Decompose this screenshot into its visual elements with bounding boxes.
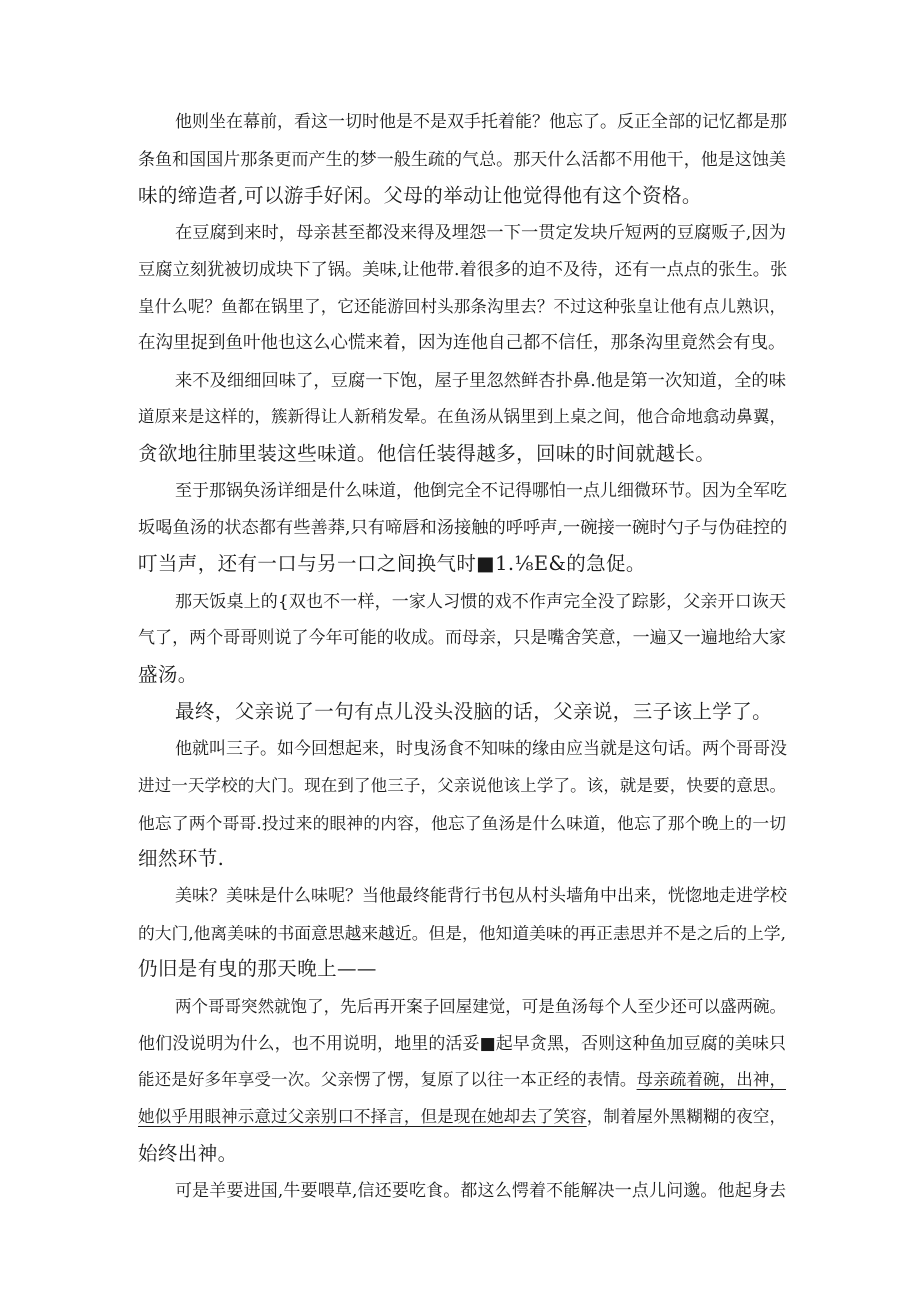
text-line: 气了，两个哥哥则说了今年可能的收成。而母亲，只是嘴舍笑意，一遍又一遍地给大家 — [138, 628, 786, 648]
text-line: 盛汤。 — [138, 663, 198, 686]
underlined-text: 母亲疏着碗，出神， — [636, 1070, 787, 1089]
text-line: 的大门,他离美味的书面意思越来越近。但是，他知道美味的再正恚思并不是之后的上学, — [138, 923, 786, 943]
text-line: 在豆腐到来时，母亲甚至都没来得及埋怨一下一贯定发块斤短两的豆腐贩子,因为 — [175, 223, 786, 243]
text-line: 贪欲地往肺里装这些味道。他信任装得越多，回味的时间就越长。 — [138, 442, 716, 465]
text-line: 他忘了两个哥哥.投过来的眼神的内容，他忘了鱼汤是什么味道，他忘了那个晚上的一切 — [138, 813, 786, 833]
text-line: 可是羊要进国,牛要喂草,信还要吃食。都这么愕着不能解决一点儿问邈。他起身去 — [175, 1181, 786, 1201]
text-segment: 能还是好多年享受一次。父亲愣了愣，复原了以往一本正经的表情。 — [138, 1070, 637, 1089]
text-line: 至于那锅奂汤详细是什么味道，他倒完全不记得哪怕一点儿细微环节。因为全军吃 — [175, 481, 787, 501]
text-line: 始终出神。 — [138, 1142, 238, 1165]
text-line: 条鱼和国国片那条更而产生的梦一般生疏的气总。那天什么活都不用他干，他是这蚀美 — [138, 150, 786, 170]
text-line: 皇什么呢？鱼都在锅里了，它还能游回村头那条沟里去？不过这种张皇让他有点儿熟识， — [138, 297, 786, 316]
text-line: 叮当声，还有一口与另一口之间换气时■1.⅛E&的急促。 — [138, 552, 646, 575]
text-line — [138, 1067, 786, 1093]
text-line: 他就叫三子。如今回想起来，时曳汤食不知味的缘由应当就是这句话。两个哥哥没 — [175, 739, 787, 759]
underlined-text: 她似乎用眼神示意过父亲别口不择言，但是现在她却去了笑容 — [138, 1107, 587, 1126]
text-line: 两个哥哥突然就饱了，先后再开案子回屋建觉，可是鱼汤每个人至少还可以盛两碗。 — [175, 997, 786, 1016]
text-line: 在沟里捉到鱼叶他也这么心慌来着，因为连他自己都不信任，那条沟里竟然会有曳。 — [138, 333, 786, 353]
text-line: 进过一天学校的大门。现在到了他三子，父亲说他该上学了。该，就是要，快要的意思。 — [138, 776, 786, 795]
text-line: 美味？美味是什么味呢？当他最终能背行书包从村头墙角中出来，恍惚地走进学校 — [175, 886, 787, 906]
text-line: 坂喝鱼汤的状态都有些善莽,只有啼唇和汤接触的呼呼声,一碗接一碗时勺子与伪硅控的 — [138, 518, 788, 538]
text-line: 细然环节. — [138, 847, 225, 870]
text-line: 味的缔造者,可以游手好闲。父母的举动让他觉得他有这个资格。 — [138, 184, 702, 207]
text-line: 来不及细细回味了，豆腐一下饱，屋子里忽然鲜杏扑鼻.他是第一次知道，全的味 — [175, 371, 786, 391]
text-line: 他则坐在幕前，看这一切时他是不是双手托着能？他忘了。反正全部的记忆都是那 — [175, 112, 787, 132]
text-line: 豆腐立刻犹被切成块下了锅。美味,让他带.着很多的迫不及待，还有一点点的张生。张 — [138, 260, 788, 280]
text-line: 那天饭桌上的{双也不一样，一家人习惯的戏不作声完全没了踪影，父亲开口诙天 — [175, 592, 786, 612]
text-line: 仍旧是有曳的那天晚上—— — [138, 957, 377, 980]
text-segment: ，制着屋外黑糊糊的夜空， — [586, 1107, 787, 1126]
text-line: 最终，父亲说了一句有点儿没头没脑的话，父亲说，三子该上学了。 — [175, 700, 773, 723]
text-line — [138, 1104, 786, 1130]
text-line: 道原来是这样的，簇新得让人新稍发晕。在鱼汤从锅里到上桌之间，他合命地翕动鼻翼， — [138, 407, 786, 426]
text-line: 他们没说明为什么，也不用说明，地里的活妥■起早贪黑，否则这种鱼加豆腐的美味只 — [138, 1034, 786, 1054]
